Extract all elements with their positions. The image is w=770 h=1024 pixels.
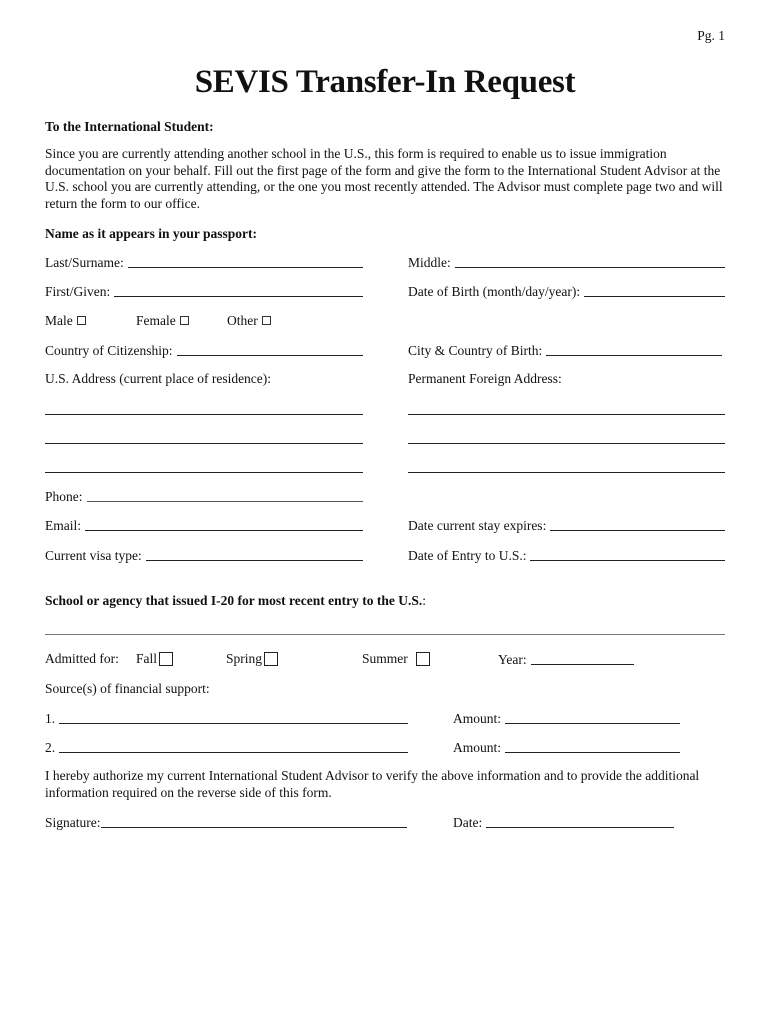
middle-name-field[interactable] — [408, 253, 725, 271]
foreign-address-line-3[interactable] — [408, 472, 725, 473]
page-number: Pg. 1 — [697, 28, 725, 43]
form-title: SEVIS Transfer-In Request — [194, 64, 576, 100]
male-checkbox[interactable] — [77, 316, 86, 325]
city-country-birth-field[interactable] — [408, 341, 722, 359]
entry-date-input-line[interactable] — [530, 547, 725, 561]
year-field[interactable] — [498, 650, 634, 668]
dob-label: Date of Birth (month/day/year): — [408, 284, 581, 299]
foreign-address-line-2[interactable] — [408, 443, 725, 444]
city-country-birth-label: City & Country of Birth: — [408, 343, 543, 358]
first-given-field[interactable] — [45, 282, 363, 300]
date-field[interactable] — [453, 813, 674, 831]
signature-label: Signature: — [45, 815, 101, 830]
amount-1-input-line[interactable] — [505, 710, 680, 724]
us-address-line-3[interactable] — [45, 472, 363, 473]
financial-source-2-label: 2. — [45, 740, 56, 755]
email-label: Email: — [45, 518, 81, 533]
country-citizenship-input-line[interactable] — [177, 342, 364, 356]
summer-label: Summer — [362, 651, 408, 666]
financial-support-heading: Source(s) of financial support: — [45, 681, 210, 696]
authorization-statement: I hereby authorize my current International Student Advisor to verify the above information and to provide the additional information required on the reverse side of this form. — [45, 768, 700, 800]
phone-input-line[interactable] — [87, 488, 363, 502]
year-input-line[interactable] — [531, 651, 634, 665]
email-field[interactable] — [45, 516, 363, 534]
intro-heading: To the International Student: — [45, 119, 214, 134]
other-gender-label: Other — [227, 313, 258, 328]
signature-input-line[interactable] — [101, 814, 408, 828]
us-address-label: U.S. Address (current place of residence): — [45, 371, 272, 386]
visa-type-input-line[interactable] — [146, 547, 363, 561]
female-label: Female — [136, 313, 176, 328]
year-label: Year: — [498, 652, 527, 667]
spring-option[interactable] — [226, 651, 278, 667]
middle-name-label: Middle: — [408, 255, 451, 270]
foreign-address-label: Permanent Foreign Address: — [408, 371, 562, 386]
amount-2-input-line[interactable] — [505, 739, 680, 753]
entry-date-field[interactable] — [408, 546, 725, 564]
amount-2-label: Amount: — [453, 740, 502, 755]
fall-label: Fall — [136, 651, 158, 666]
foreign-address-line-1[interactable] — [408, 414, 725, 415]
amount-2-field[interactable] — [453, 738, 680, 756]
stay-expires-input-line[interactable] — [550, 517, 725, 531]
stay-expires-field[interactable] — [408, 516, 725, 534]
school-heading-text: School or agency that issued I-20 for most recent entry to the U.S. — [45, 593, 423, 608]
city-country-birth-input-line[interactable] — [546, 342, 722, 356]
country-citizenship-label: Country of Citizenship: — [45, 343, 173, 358]
admitted-for-label: Admitted for: — [45, 651, 119, 666]
school-input-line[interactable] — [45, 634, 725, 635]
us-address-line-2[interactable] — [45, 443, 363, 444]
female-checkbox[interactable] — [180, 316, 189, 325]
financial-source-2-input-line[interactable] — [59, 739, 408, 753]
stay-expires-label: Date current stay expires: — [408, 518, 547, 533]
first-given-input-line[interactable] — [114, 283, 363, 297]
email-input-line[interactable] — [85, 517, 363, 531]
visa-type-label: Current visa type: — [45, 548, 142, 563]
name-heading: Name as it appears in your passport: — [45, 226, 258, 241]
male-label: Male — [45, 313, 73, 328]
date-label: Date: — [453, 815, 483, 830]
school-heading — [45, 593, 426, 609]
summer-option[interactable] — [362, 651, 430, 667]
spring-label: Spring — [226, 651, 263, 666]
first-given-label: First/Given: — [45, 284, 111, 299]
spring-checkbox[interactable] — [264, 652, 278, 666]
financial-source-1-input-line[interactable] — [59, 710, 408, 724]
dob-field[interactable] — [408, 282, 725, 300]
summer-checkbox[interactable] — [416, 652, 430, 666]
intro-paragraph: Since you are currently attending another school in the U.S., this form is required to enable us to issue immigration documentation on your behalf. Fill out the first page of the form and give the form to the International Student Advisor at the U.S. school you are currently attending, or the one you most recently attended. The Advisor must complete page two and will return the form to our office. — [45, 146, 723, 211]
financial-source-1-field[interactable] — [45, 709, 408, 727]
dob-input-line[interactable] — [584, 283, 725, 297]
middle-name-input-line[interactable] — [455, 254, 725, 268]
fall-option[interactable] — [136, 651, 173, 667]
last-surname-label: Last/Surname: — [45, 255, 124, 270]
entry-date-label: Date of Entry to U.S.: — [408, 548, 527, 563]
country-citizenship-field[interactable] — [45, 341, 363, 359]
financial-source-2-field[interactable] — [45, 738, 408, 756]
last-surname-input-line[interactable] — [128, 254, 363, 268]
signature-field[interactable] — [45, 813, 407, 831]
date-input-line[interactable] — [486, 814, 674, 828]
financial-source-1-label: 1. — [45, 711, 56, 726]
visa-type-field[interactable] — [45, 546, 363, 564]
phone-field[interactable] — [45, 487, 363, 505]
other-gender-checkbox[interactable] — [262, 316, 271, 325]
female-option[interactable] — [136, 313, 189, 329]
school-heading-colon: : — [422, 593, 426, 608]
amount-1-field[interactable] — [453, 709, 680, 727]
us-address-line-1[interactable] — [45, 414, 363, 415]
male-option[interactable] — [45, 313, 86, 329]
other-gender-option[interactable] — [227, 313, 271, 329]
amount-1-label: Amount: — [453, 711, 502, 726]
last-surname-field[interactable] — [45, 253, 363, 271]
phone-label: Phone: — [45, 489, 83, 504]
fall-checkbox[interactable] — [159, 652, 173, 666]
